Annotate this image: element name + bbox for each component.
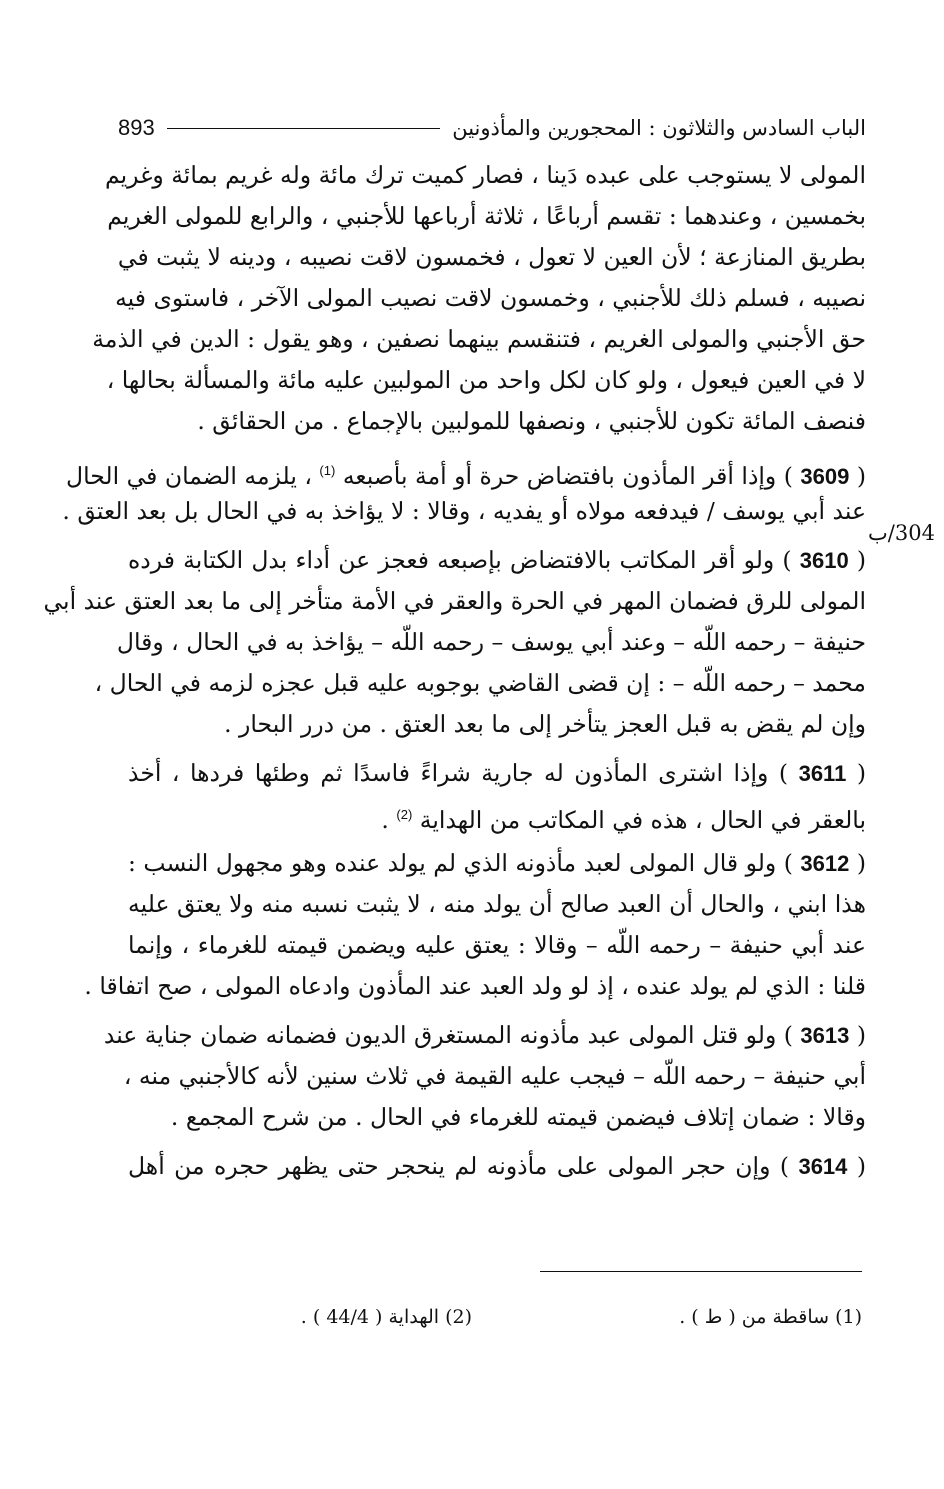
entry-text: بالعقر في الحال ، هذه في المكاتب من الهداية [419,805,866,834]
text-line: حنيفة – رحمه اللّه – وعند أبي يوسف – رحمه اللّه – يؤاخذ به في الحال ، وقال [116,628,866,656]
footnote-rule [540,1271,862,1272]
text-line: بخمسين ، وعندهما : تقسم أرباعًا ، ثلاثة أرباعها للأجنبي ، والرابع للمولى الغريم [107,202,866,230]
text-line: عند أبي حنيفة – رحمه اللّه – وقالا : يعتق عليه ويضمن قيمته للغرماء ، وإنما [128,931,866,959]
text-line: هذا ابني ، والحال أن العبد صالح أن يولد منه ، لا يثبت نسبه منه ولا يعتق عليه [128,890,866,918]
text-line: وقالا : ضمان إتلاف فيضمن قيمته للغرماء في الحال . من شرح المجمع . [170,1103,866,1131]
footnote-1: (1) ساقطة من ( ط ) . [679,1306,862,1328]
text-line: وإن لم يقض به قبل العجز يتأخر إلى ما بعد العتق . من درر البحار . [224,710,866,738]
entry-number: 3609 [800,463,850,489]
footnote-ref: (1) [319,463,336,478]
text-line: نصيبه ، فسلم ذلك للأجنبي ، وخمسون لاقت نصيب المولى الآخر ، فاستوى فيه [115,284,866,312]
text-line: قلنا : الذي لم يولد عنده ، إذ لو ولد العبد عند المأذون وادعاه المولى ، صح اتفاقا . [84,972,866,1000]
entry-text: ولو قتل المولى عبد مأذونه المستغرق الديون فضمانه ضمان جناية عند [103,1021,777,1049]
chapter-title: الباب السادس والثلاثون : المحجورين والمأذونين [452,116,866,140]
text-line: أبي حنيفة – رحمه اللّه – فيجب عليه القيمة في ثلاث سنين لأنه كالأجنبي منه ، [123,1062,866,1090]
paragraph-3614: ( 3614 ) وإن حجر المولى على مأذونه لم ينحجر حتى يظهر حجره من أهل [128,1152,866,1180]
text-line: عند أبي يوسف / فيدفعه مولاه أو يفديه ، وقالا : لا يؤاخذ به في الحال بل بعد العتق . [62,497,866,525]
entry-text: وإذا أقر المأذون بافتضاض حرة أو أمة بأصبعه [342,461,777,490]
entry-text: ولو قال المولى لعبد مأذونه الذي لم يولد عنده وهو مجهول النسب : [128,849,777,877]
entry-number: 3613 [800,1023,850,1048]
text-line: لا في العين فيعول ، ولو كان لكل واحد من المولبين عليه مائة والمسألة بحالها ، [106,366,866,394]
paragraph-3609: ( 3609 ) وإذا أقر المأذون بافتضاض حرة أو أمة بأصبعه $^{(1)}$ ، يلزمه الضمان في الحال عند أبي يوسف / فيدفعه مولاه أو يفديه ، وقالا : لا يؤاخذ به في الحال بل بعد العتق . [128,450,866,532]
text-line: فنصف المائة تكون للأجنبي ، ونصفها للمولبين بالإجماع . من الحقائق . [197,407,866,435]
text-line: محمد – رحمه اللّه – : إن قضى القاضي بوجوبه عليه قبل عجزه لزمه في الحال ، [94,669,866,697]
running-header [118,108,866,148]
paragraph-3613: ( 3613 ) ولو قتل المولى عبد مأذونه المستغرق الديون فضمانه ضمان جناية عند أبي حنيفة – رحمه اللّه – فيجب عليه القيمة في ثلاث سنين لأنه كالأجنبي منه ، وقالا : ضمان إتلاف فيضمن قيمته للغرماء في الحال . من شرح المجمع . [128,1015,866,1138]
entry-text: وإن حجر المولى على مأذونه لم ينحجر حتى يظهر حجره من أهل [128,1152,771,1180]
text-line: المولى لا يستوجب على عبده دَينا ، فصار كميت ترك مائة وله غريم بمائة وغريم [104,161,866,189]
entry-number: 3612 [800,851,850,876]
footnote-ref: (2) [396,807,413,822]
paragraph-3611: ( 3611 ) وإذا اشترى المأذون له جارية شراءً فاسدًا ثم وطئها فردها ، أخذ بالعقر في الحال ، هذه في المكاتب من الهداية $^{(2)}$ . [128,759,866,834]
paragraph-3610: ( 3610 ) ولو أقر المكاتب بالافتضاض بإصبعه فعجز عن أداء بدل الكتابة فرده المولى للرق فضمان المهر في الحرة والعقر في الأمة متأخر إلى ما بعد العتق عند أبي حنيفة – رحمه اللّه – وعند أبي يوسف – رحمه اللّه – يؤاخذ به في الحال ، وقال محمد – رحمه اللّه – : إن قضى القاضي بوجوبه عليه قبل عجزه لزمه في الحال ، وإن لم يقض به قبل العجز يتأخر إلى ما بعد العتق . من درر البحار . [128,540,866,745]
entry-number: 3611 [798,761,847,786]
entry-number: 3614 [798,1154,848,1179]
text-line: حق الأجنبي والمولى الغريم ، فتنقسم بينهما نصفين ، وهو يقول : الدين في الذمة [92,325,866,353]
paragraph-3612: ( 3612 ) ولو قال المولى لعبد مأذونه الذي لم يولد عنده وهو مجهول النسب : هذا ابني ، والحال أن العبد صالح أن يولد منه ، لا يثبت نسبه منه ولا يعتق عليه عند أبي حنيفة – رحمه اللّه – وقالا : يعتق عليه ويضمن قيمته للغرماء ، وإنما قلنا : الذي لم يولد عنده ، إذ لو ولد العبد عند المأذون وادعاه المولى ، صح اتفاقا . [128,843,866,1007]
entry-number: 3610 [799,548,849,573]
footnote-2: (2) الهداية ( 44/4 ) . [300,1306,472,1328]
page-number: 893 [118,115,155,140]
footnotes [300,1306,862,1336]
header-rule [167,128,441,129]
entry-text: . [381,805,389,834]
entry-text: ولو أقر المكاتب بالافتضاض بإصبعه فعجز عن أداء بدل الكتابة فرده [128,546,775,574]
manuscript-folio-marker: 304/ب [868,521,935,545]
text-line: بطريق المنازعة ؛ لأن العين لا تعول ، فخمسون لاقت نصيبه ، ودينه لا يثبت في [117,243,866,271]
page-body [43,155,867,1187]
entry-text: وإذا اشترى المأذون له جارية شراءً فاسدًا ثم وطئها فردها ، أخذ [128,759,769,787]
text-line: المولى للرق فضمان المهر في الحرة والعقر في الأمة متأخر إلى ما بعد العتق عند أبي [43,587,866,615]
entry-text: ، يلزمه الضمان في الحال [66,461,312,490]
